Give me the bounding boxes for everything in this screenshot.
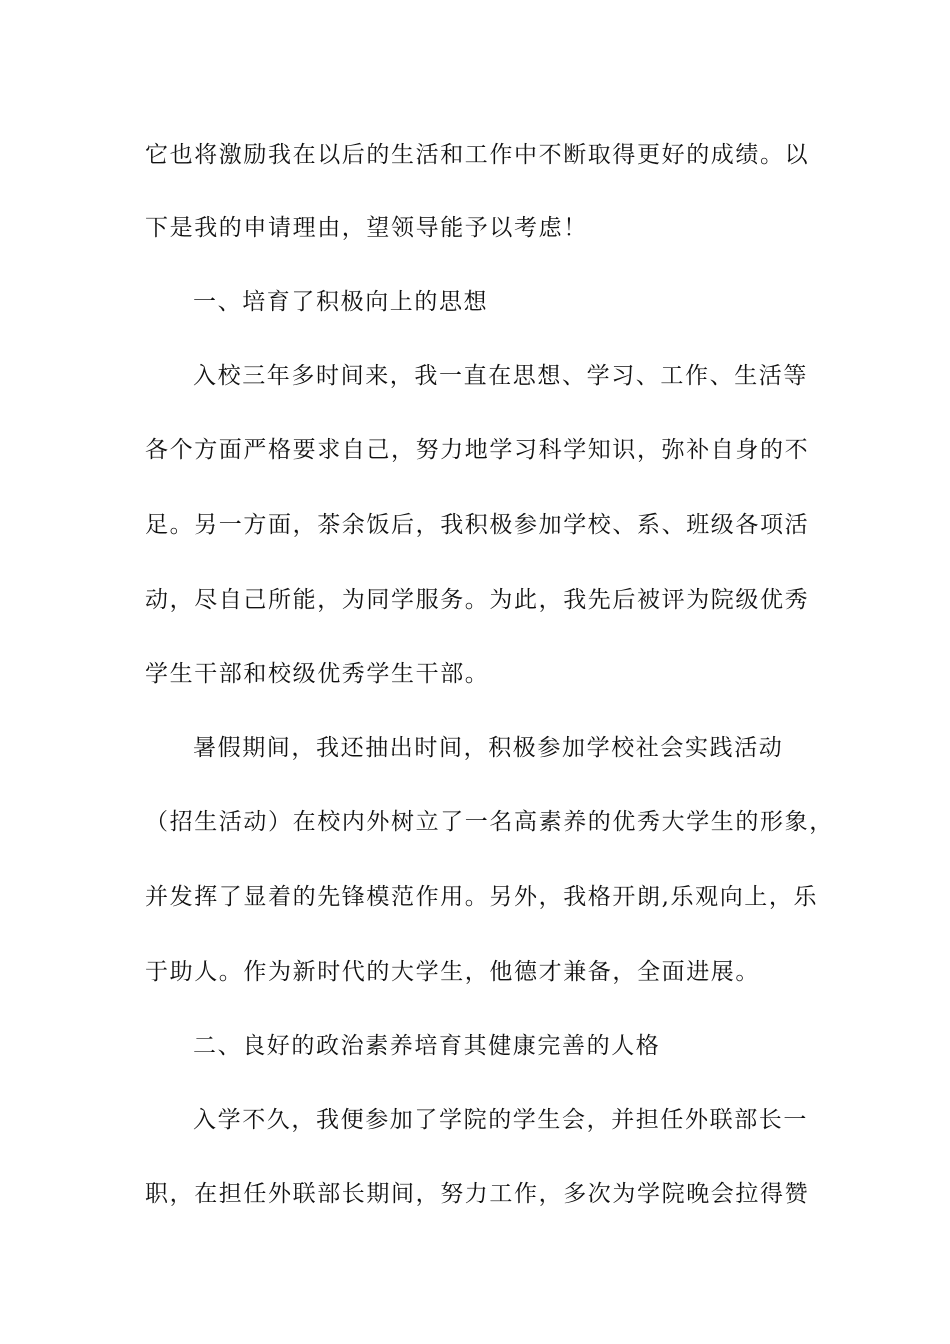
text-line-14: 入学不久，我便参加了学院的学生会，并担任外联部长一: [193, 1107, 808, 1133]
text-line-6: 足。另一方面，茶余饭后，我积极参加学校、系、班级各项活: [145, 512, 810, 538]
text-line-11: 并发挥了显着的先锋模范作用。另外，我格开朗,乐观向上，乐: [145, 884, 819, 910]
text-line-5: 各个方面严格要求自己，努力地学习科学知识，弥补自身的不: [145, 437, 810, 463]
text-line-1: 它也将激励我在以后的生活和工作中不断取得更好的成绩。以: [145, 142, 810, 168]
section-heading-1: 一、培育了积极向上的思想: [193, 289, 489, 315]
text-line-8: 学生干部和校级优秀学生干部。: [145, 661, 490, 687]
text-line-12: 于助人。作为新时代的大学生，他德才兼备，全面进展。: [145, 959, 760, 985]
text-line-4: 入校三年多时间来，我一直在思想、学习、工作、生活等: [193, 363, 808, 389]
text-line-7: 动，尽自己所能，为同学服务。为此，我先后被评为院级优秀: [145, 587, 810, 613]
text-line-15: 职，在担任外联部长期间，努力工作，多次为学院晚会拉得赞: [145, 1181, 810, 1207]
text-line-10: （招生活动）在校内外树立了一名高素养的优秀大学生的形象，: [145, 809, 834, 835]
text-line-9: 暑假期间，我还抽出时间，积极参加学校社会实践活动: [193, 735, 784, 761]
text-line-2: 下是我的申请理由，望领导能予以考虑！: [145, 215, 588, 241]
section-heading-2: 二、良好的政治素养培育其健康完善的人格: [193, 1033, 661, 1059]
